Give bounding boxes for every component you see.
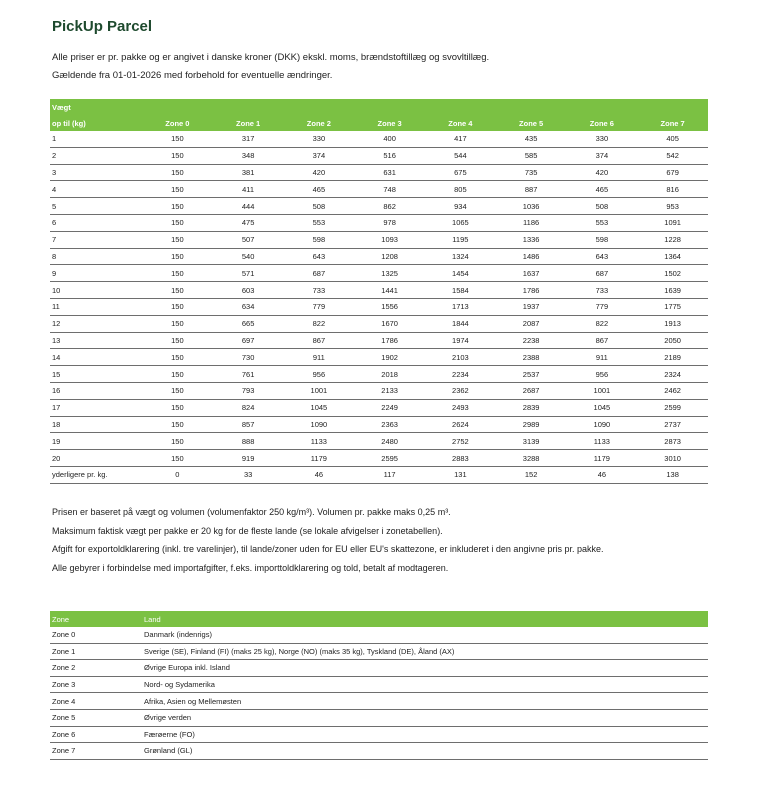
price-cell: 2388 [496,349,567,366]
price-cell: 603 [213,282,284,299]
price-cell: 2363 [354,416,425,433]
price-cell: 822 [567,315,638,332]
price-row [50,466,708,483]
zone-countries-cell: Færøerne (FO) [142,726,708,743]
price-cell: 2234 [425,366,496,383]
price-cell: 761 [213,366,284,383]
price-cell: 150 [142,315,213,332]
price-table-header [50,99,708,131]
price-table-body [50,131,708,483]
header-cell: Zone 7 [637,115,708,131]
price-cell: 2989 [496,416,567,433]
weight-cell: 13 [50,332,142,349]
price-cell: 887 [496,181,567,198]
price-cell: 634 [213,298,284,315]
zone-row [50,660,708,677]
price-row [50,282,708,299]
price-cell: 1502 [637,265,708,282]
zone-row [50,676,708,693]
price-cell: 475 [213,214,284,231]
zone-countries-cell: Øvrige Europa inkl. Island [142,660,708,677]
zone-countries-cell: Nord- og Sydamerika [142,676,708,693]
price-cell: 150 [142,416,213,433]
price-cell: 598 [284,231,355,248]
price-cell: 1195 [425,231,496,248]
price-cell: 417 [425,131,496,147]
price-cell: 822 [284,315,355,332]
price-cell: 805 [425,181,496,198]
price-cell: 2687 [496,382,567,399]
note-volume: Prisen er baseret på vægt og volumen (volumenfaktor 250 kg/m³). Volumen pr. pakke maks 0,25 m³. [52,507,451,517]
zone-table-body [50,627,708,759]
price-cell: 1325 [354,265,425,282]
price-cell: 1364 [637,248,708,265]
price-cell: 150 [142,382,213,399]
header-cell: op til (kg) [50,115,142,131]
price-cell: 679 [637,164,708,181]
price-cell: 888 [213,433,284,450]
price-cell: 2189 [637,349,708,366]
zone-table-header-row [50,611,708,627]
price-cell: 862 [354,198,425,215]
price-cell: 643 [284,248,355,265]
price-cell: 1091 [637,214,708,231]
price-row [50,416,708,433]
zone-countries-cell: Grønland (GL) [142,743,708,760]
price-cell: 730 [213,349,284,366]
price-cell: 1001 [567,382,638,399]
price-cell: 465 [567,181,638,198]
price-cell: 553 [567,214,638,231]
price-cell: 420 [567,164,638,181]
price-cell: 1036 [496,198,567,215]
price-cell: 2103 [425,349,496,366]
note-max-weight: Maksimum faktisk vægt per pakke er 20 kg for de fleste lande (se lokale afvigelser i zonetabellen). [52,525,443,536]
price-cell: 542 [637,147,708,164]
price-row [50,198,708,215]
zone-table-header [50,611,708,627]
price-cell: 779 [284,298,355,315]
price-cell: 1045 [567,399,638,416]
price-cell: 435 [496,131,567,147]
price-cell: 857 [213,416,284,433]
price-cell: 2087 [496,315,567,332]
price-cell: 150 [142,231,213,248]
price-cell: 1556 [354,298,425,315]
price-cell: 2238 [496,332,567,349]
price-row [50,382,708,399]
price-cell: 2752 [425,433,496,450]
price-cell: 1670 [354,315,425,332]
price-cell: 1454 [425,265,496,282]
header-cell: Land [142,611,708,627]
price-cell: 444 [213,198,284,215]
zone-name-cell: Zone 0 [50,627,142,643]
price-cell: 3139 [496,433,567,450]
zone-name-cell: Zone 2 [50,660,142,677]
note-import-fees: Alle gebyrer i forbindelse med importafgifter, f.eks. importtoldklarering og told, betalt af modtageren. [52,562,449,573]
price-cell: 46 [567,466,638,483]
weight-cell: yderligere pr. kg. [50,466,142,483]
price-cell: 919 [213,450,284,467]
price-cell: 540 [213,248,284,265]
price-row [50,214,708,231]
price-cell: 348 [213,147,284,164]
price-cell: 2873 [637,433,708,450]
price-cell: 33 [213,466,284,483]
price-cell: 779 [567,298,638,315]
page-title: PickUp Parcel [52,18,153,35]
weight-cell: 16 [50,382,142,399]
price-cell: 508 [567,198,638,215]
price-row [50,265,708,282]
header-cell: Vægt [50,99,142,115]
header-cell: Zone 6 [567,115,638,131]
price-cell: 150 [142,298,213,315]
price-cell: 1786 [496,282,567,299]
header-cell [284,99,355,115]
price-cell: 1937 [496,298,567,315]
weight-cell: 15 [50,366,142,383]
price-cell: 1093 [354,231,425,248]
intro-line-prices: Alle priser er pr. pakke og er angivet i danske kroner (DKK) ekskl. moms, brændstoftillæg og svovltillæg. [52,52,490,63]
price-cell: 117 [354,466,425,483]
price-row [50,349,708,366]
price-row [50,231,708,248]
price-cell: 956 [284,366,355,383]
zone-name-cell: Zone 5 [50,709,142,726]
price-row [50,450,708,467]
price-cell: 411 [213,181,284,198]
price-cell: 150 [142,399,213,416]
price-cell: 675 [425,164,496,181]
price-cell: 1186 [496,214,567,231]
price-cell: 816 [637,181,708,198]
price-cell: 46 [284,466,355,483]
zone-name-cell: Zone 6 [50,726,142,743]
price-cell: 131 [425,466,496,483]
price-cell: 824 [213,399,284,416]
price-row [50,131,708,147]
price-row [50,399,708,416]
price-cell: 330 [567,131,638,147]
price-cell: 150 [142,214,213,231]
price-row [50,181,708,198]
price-row [50,332,708,349]
zone-row [50,627,708,643]
zone-row [50,643,708,660]
price-cell: 1844 [425,315,496,332]
price-cell: 1336 [496,231,567,248]
price-row [50,147,708,164]
price-cell: 2018 [354,366,425,383]
price-cell: 733 [284,282,355,299]
price-cell: 978 [354,214,425,231]
price-cell: 150 [142,131,213,147]
price-cell: 374 [567,147,638,164]
price-cell: 138 [637,466,708,483]
price-cell: 405 [637,131,708,147]
price-cell: 1179 [567,450,638,467]
weight-cell: 14 [50,349,142,366]
weight-cell: 5 [50,198,142,215]
price-cell: 793 [213,382,284,399]
price-cell: 1637 [496,265,567,282]
price-cell: 2324 [637,366,708,383]
price-cell: 571 [213,265,284,282]
zone-table [50,611,708,760]
price-cell: 1713 [425,298,496,315]
price-cell: 516 [354,147,425,164]
weight-cell: 18 [50,416,142,433]
weight-cell: 3 [50,164,142,181]
price-cell: 665 [213,315,284,332]
price-cell: 687 [284,265,355,282]
weight-cell: 6 [50,214,142,231]
weight-cell: 4 [50,181,142,198]
price-cell: 150 [142,164,213,181]
price-cell: 748 [354,181,425,198]
price-cell: 150 [142,198,213,215]
price-cell: 1133 [284,433,355,450]
header-cell: Zone 5 [496,115,567,131]
price-cell: 598 [567,231,638,248]
price-cell: 867 [567,332,638,349]
pricing-notes [52,503,604,577]
price-cell: 150 [142,147,213,164]
weight-cell: 8 [50,248,142,265]
price-cell: 953 [637,198,708,215]
price-cell: 867 [284,332,355,349]
weight-cell: 12 [50,315,142,332]
price-cell: 2050 [637,332,708,349]
price-cell: 150 [142,265,213,282]
price-cell: 150 [142,433,213,450]
price-cell: 507 [213,231,284,248]
header-cell: Zone 3 [354,115,425,131]
price-cell: 631 [354,164,425,181]
price-cell: 150 [142,332,213,349]
price-cell: 0 [142,466,213,483]
header-cell [354,99,425,115]
zone-name-cell: Zone 7 [50,743,142,760]
price-cell: 3288 [496,450,567,467]
price-table-header-row-zones [50,115,708,131]
price-cell: 465 [284,181,355,198]
zone-row [50,743,708,760]
zone-name-cell: Zone 3 [50,676,142,693]
price-cell: 585 [496,147,567,164]
weight-cell: 10 [50,282,142,299]
price-cell: 1179 [284,450,355,467]
header-cell [637,99,708,115]
price-cell: 2493 [425,399,496,416]
header-cell [425,99,496,115]
weight-cell: 19 [50,433,142,450]
price-row [50,315,708,332]
price-cell: 2249 [354,399,425,416]
price-cell: 150 [142,181,213,198]
price-row [50,248,708,265]
price-cell: 3010 [637,450,708,467]
price-cell: 2595 [354,450,425,467]
price-cell: 1486 [496,248,567,265]
weight-cell: 2 [50,147,142,164]
header-cell: Zone 2 [284,115,355,131]
price-cell: 508 [284,198,355,215]
price-cell: 2133 [354,382,425,399]
price-cell: 2737 [637,416,708,433]
header-cell: Zone 1 [213,115,284,131]
price-cell: 643 [567,248,638,265]
zone-countries-cell: Øvrige verden [142,709,708,726]
header-cell: Zone [50,611,142,627]
price-table [50,99,708,484]
header-cell: Zone 4 [425,115,496,131]
intro-line-validity: Gældende fra 01-01-2026 med forbehold for eventuelle ændringer. [52,69,333,81]
weight-cell: 9 [50,265,142,282]
weight-cell: 7 [50,231,142,248]
header-cell [567,99,638,115]
price-cell: 1974 [425,332,496,349]
price-cell: 317 [213,131,284,147]
price-cell: 374 [284,147,355,164]
header-cell [142,99,213,115]
price-cell: 330 [284,131,355,147]
price-cell: 1090 [567,416,638,433]
price-cell: 150 [142,248,213,265]
price-cell: 150 [142,366,213,383]
price-cell: 2839 [496,399,567,416]
price-row [50,366,708,383]
price-cell: 1584 [425,282,496,299]
price-cell: 2462 [637,382,708,399]
price-row [50,433,708,450]
price-cell: 1639 [637,282,708,299]
price-cell: 1324 [425,248,496,265]
header-cell [213,99,284,115]
zone-row [50,726,708,743]
zone-countries-cell: Afrika, Asien og Mellemøsten [142,693,708,710]
price-cell: 1902 [354,349,425,366]
price-cell: 420 [284,164,355,181]
note-export-clearance: Afgift for exportoldklarering (inkl. tre varelinjer), til lande/zoner uden for EU eller EU's skattezone, er inkluderet i den angivne pris pr. pakke. [52,544,604,554]
price-cell: 553 [284,214,355,231]
header-cell [496,99,567,115]
price-cell: 150 [142,282,213,299]
zone-countries-cell: Danmark (indenrigs) [142,627,708,643]
header-cell: Zone 0 [142,115,213,131]
price-cell: 381 [213,164,284,181]
zone-row [50,693,708,710]
price-cell: 1090 [284,416,355,433]
price-cell: 1775 [637,298,708,315]
zone-name-cell: Zone 1 [50,643,142,660]
price-cell: 150 [142,349,213,366]
price-cell: 2883 [425,450,496,467]
price-cell: 152 [496,466,567,483]
price-cell: 1228 [637,231,708,248]
price-cell: 2480 [354,433,425,450]
intro-text [52,49,489,84]
weight-cell: 11 [50,298,142,315]
price-cell: 697 [213,332,284,349]
weight-cell: 17 [50,399,142,416]
price-cell: 1065 [425,214,496,231]
price-cell: 687 [567,265,638,282]
price-cell: 2537 [496,366,567,383]
price-cell: 1001 [284,382,355,399]
price-cell: 1441 [354,282,425,299]
price-cell: 1786 [354,332,425,349]
price-cell: 2624 [425,416,496,433]
price-cell: 2362 [425,382,496,399]
price-cell: 1045 [284,399,355,416]
price-cell: 733 [567,282,638,299]
price-cell: 934 [425,198,496,215]
price-cell: 1133 [567,433,638,450]
weight-cell: 1 [50,131,142,147]
price-cell: 544 [425,147,496,164]
zone-row [50,709,708,726]
zone-countries-cell: Sverige (SE), Finland (FI) (maks 25 kg), Norge (NO) (maks 35 kg), Tyskland (DE), Åland (AX) [142,643,708,660]
price-row [50,164,708,181]
price-row [50,298,708,315]
price-cell: 150 [142,450,213,467]
price-cell: 956 [567,366,638,383]
price-cell: 2599 [637,399,708,416]
price-table-header-row-weight [50,99,708,115]
weight-cell: 20 [50,450,142,467]
price-cell: 400 [354,131,425,147]
price-cell: 911 [284,349,355,366]
price-cell: 911 [567,349,638,366]
zone-name-cell: Zone 4 [50,693,142,710]
price-cell: 735 [496,164,567,181]
price-cell: 1208 [354,248,425,265]
price-cell: 1913 [637,315,708,332]
